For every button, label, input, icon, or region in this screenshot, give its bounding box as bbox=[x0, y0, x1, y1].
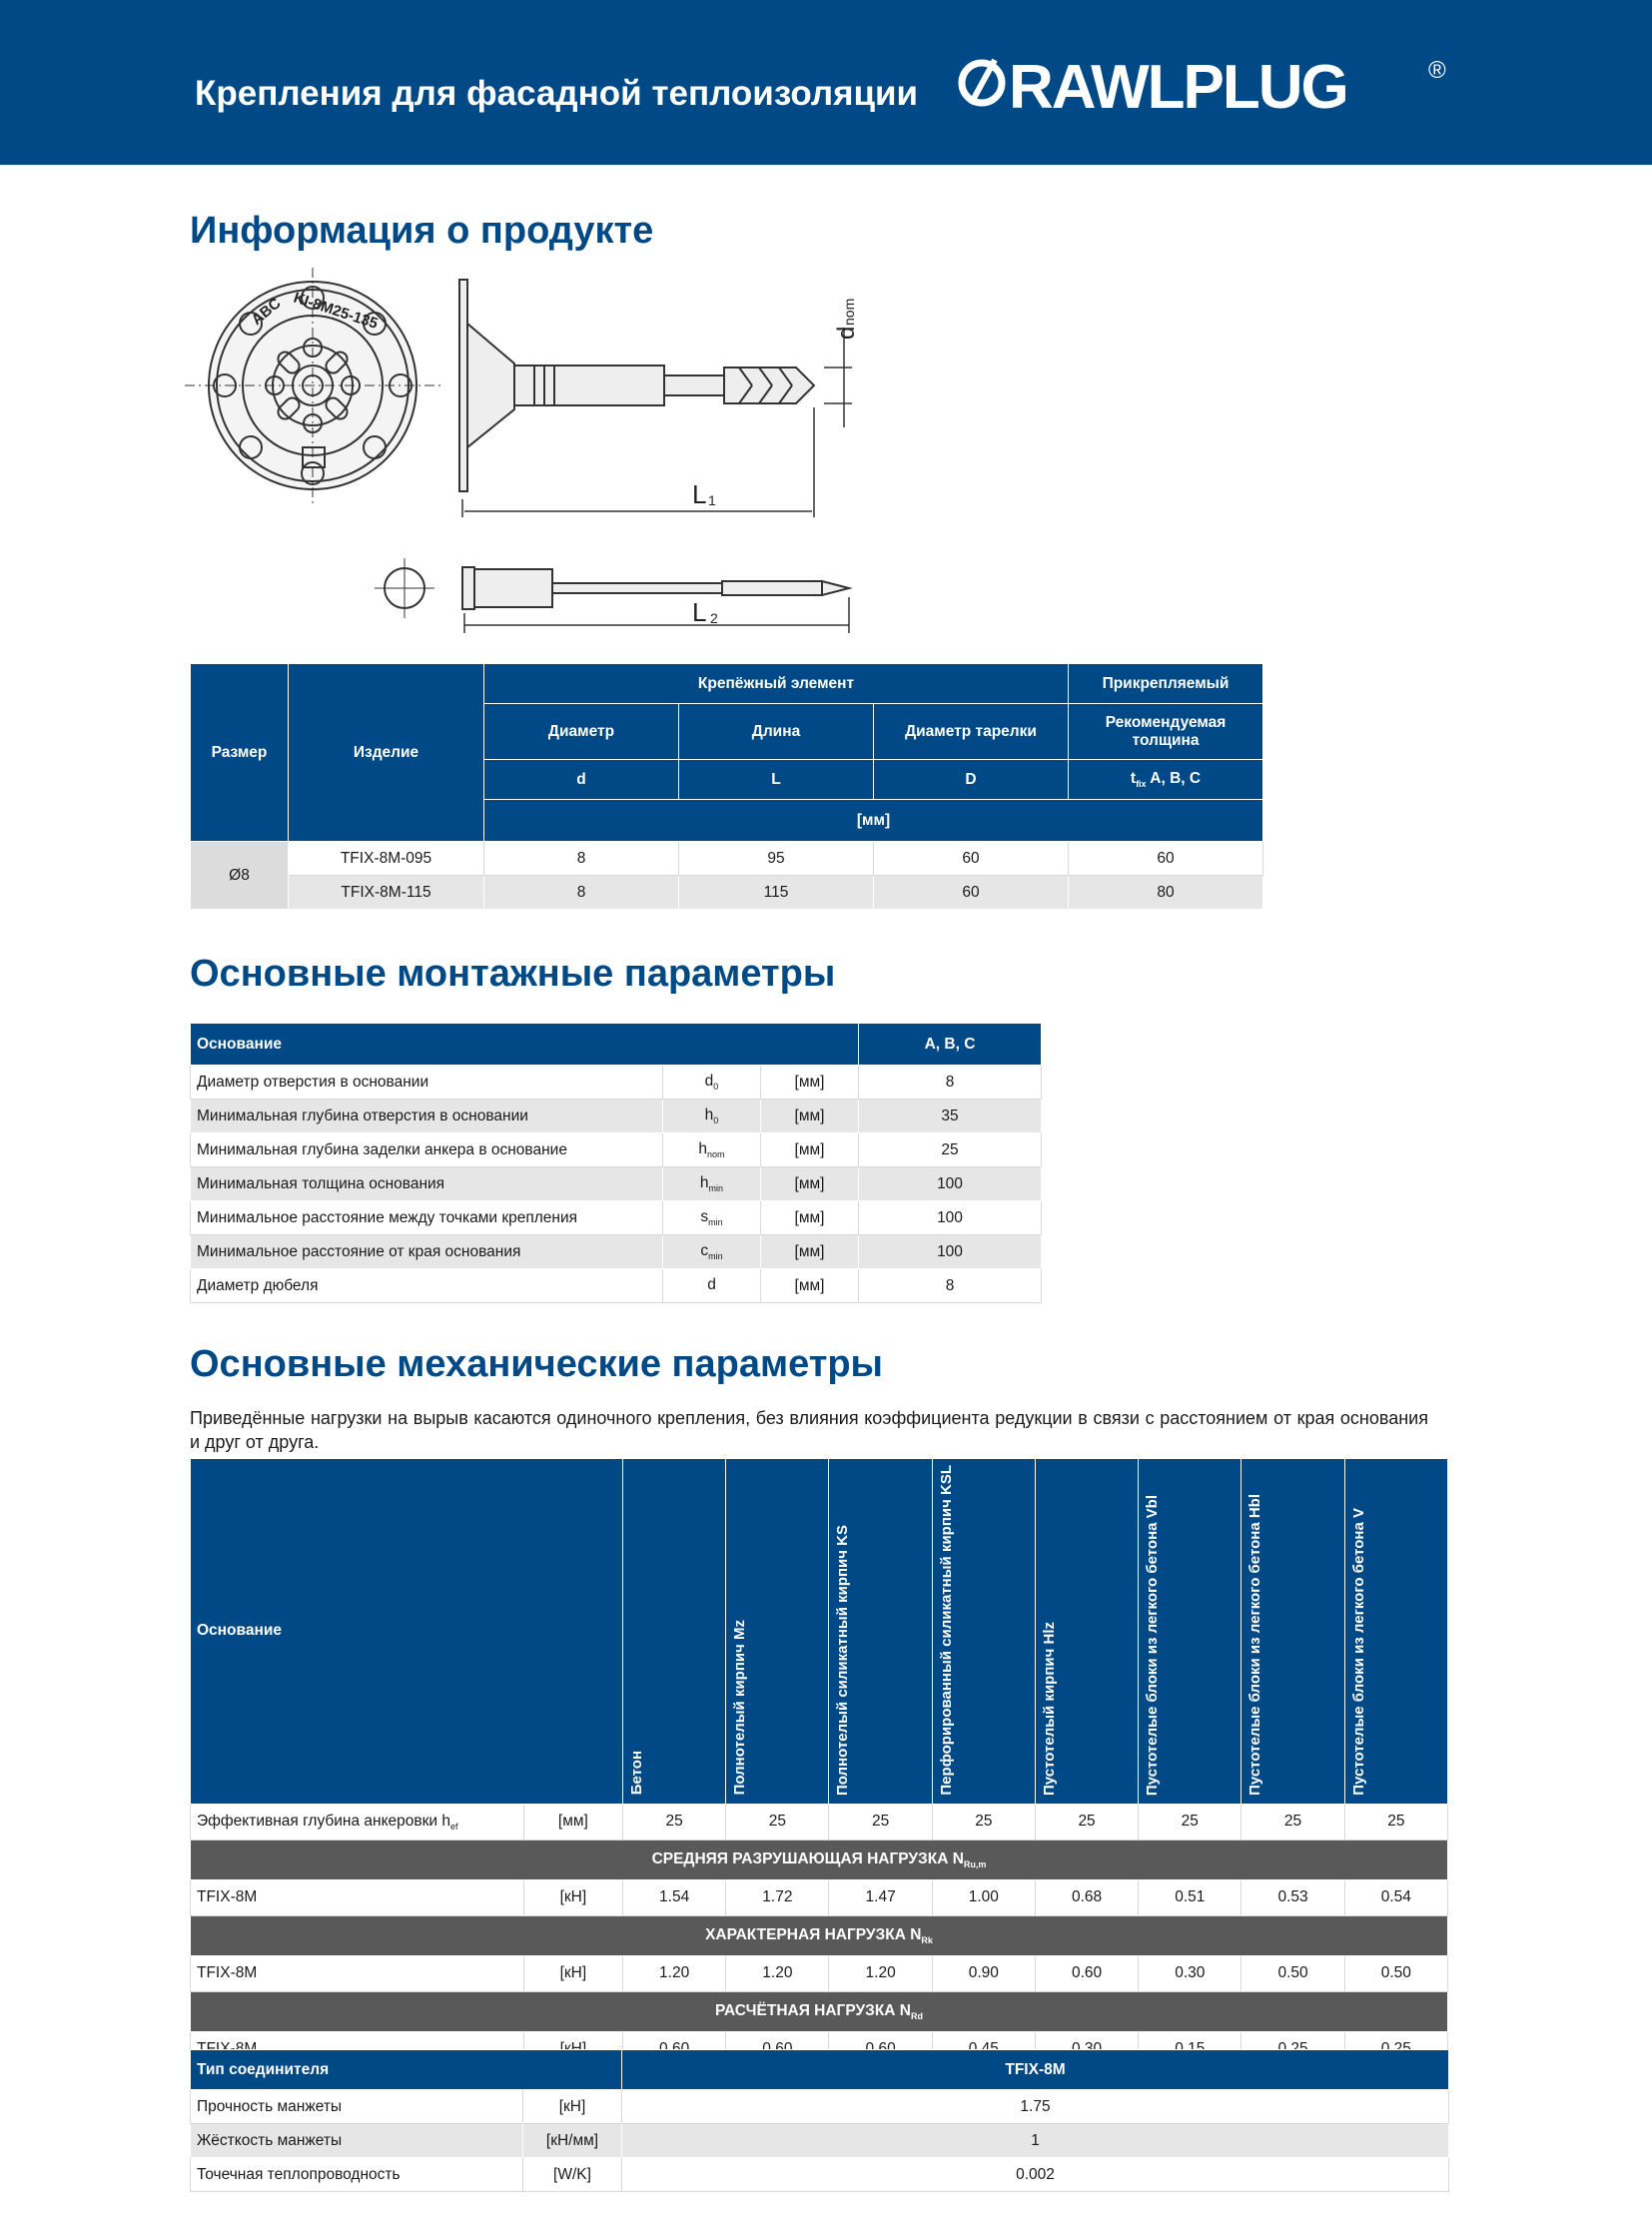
param-label: Минимальная толщина основания bbox=[191, 1167, 663, 1201]
param-label: Минимальное расстояние между точками крепления bbox=[191, 1201, 663, 1235]
loads-note: Приведённые нагрузки на вырыв касаются одиночного крепления, без влияния коэффициента редукции в связи с расстоянием от края основания и друг от друга. bbox=[190, 1408, 1428, 1452]
load-value: 0.68 bbox=[1035, 1879, 1138, 1915]
effective-depth-value: 25 bbox=[1139, 1804, 1241, 1840]
param-unit: [мм] bbox=[761, 1201, 859, 1235]
param-symbol: $c_{min}$ bbox=[663, 1235, 761, 1269]
svg-text:ABC: ABC bbox=[248, 295, 285, 330]
param-label: Минимальная глубина отверстия в основании bbox=[191, 1100, 663, 1133]
header-L: L bbox=[679, 760, 874, 800]
fastener-side-view bbox=[459, 280, 814, 491]
product-drawing bbox=[185, 268, 1004, 647]
param-value: 8 bbox=[859, 1066, 1042, 1100]
header-base-material: Перфорированный силикатный кирпич KSL bbox=[932, 1459, 1035, 1805]
header-base-material: Пустотелый кирпич Hlz bbox=[1035, 1459, 1138, 1805]
load-value: 0.54 bbox=[1344, 1879, 1447, 1915]
connector-value: 1.75 bbox=[622, 2090, 1449, 2124]
connector-value: 1 bbox=[622, 2124, 1449, 2158]
load-value: 1.20 bbox=[623, 1955, 726, 1991]
effective-depth-unit: [мм] bbox=[523, 1804, 622, 1840]
effective-depth-label: Эффективная глубина анкеровки $h_{ef}$ bbox=[191, 1804, 524, 1840]
header-unit: [мм] bbox=[484, 800, 1263, 842]
param-value: 8 bbox=[859, 1269, 1042, 1303]
header-plate-diameter: Диаметр тарелки bbox=[874, 704, 1069, 760]
load-group-band bbox=[191, 1991, 1448, 2031]
connector-value: 0.002 bbox=[622, 2158, 1449, 2192]
param-row bbox=[191, 1100, 1042, 1133]
param-symbol: $h_{min}$ bbox=[663, 1167, 761, 1201]
connector-row bbox=[191, 2090, 1449, 2124]
header-diameter: Диаметр bbox=[484, 704, 679, 760]
param-label: Минимальное расстояние от края основания bbox=[191, 1235, 663, 1269]
param-row bbox=[191, 1066, 1042, 1100]
load-row-unit: [кН] bbox=[523, 1879, 622, 1915]
effective-depth-value: 25 bbox=[932, 1804, 1035, 1840]
screw-side-view bbox=[375, 558, 849, 618]
load-row-unit: [кН] bbox=[523, 1955, 622, 1991]
header-base: Основание bbox=[191, 1459, 623, 1805]
D-cell: 60 bbox=[874, 842, 1069, 876]
svg-text:L: L bbox=[692, 597, 707, 627]
L-cell: 95 bbox=[679, 842, 874, 876]
header-t-fix: $t_{fix}$ A, B, C bbox=[1069, 760, 1263, 800]
item-cell: TFIX-8M-095 bbox=[289, 842, 484, 876]
header-thickness: Рекомендуемая толщина bbox=[1069, 704, 1263, 760]
load-value: 1.20 bbox=[829, 1955, 932, 1991]
param-unit: [мм] bbox=[761, 1235, 859, 1269]
load-value: 1.47 bbox=[829, 1879, 932, 1915]
load-row-label: TFIX-8M bbox=[191, 1955, 524, 1991]
svg-text:RAWLPLUG: RAWLPLUG bbox=[1009, 53, 1347, 114]
header-size: Размер bbox=[191, 664, 289, 842]
param-row bbox=[191, 1269, 1042, 1303]
load-value: 1.00 bbox=[932, 1879, 1035, 1915]
header-title: Крепления для фасадной теплоизоляции bbox=[195, 74, 919, 113]
param-unit: [мм] bbox=[761, 1066, 859, 1100]
header-item: Изделие bbox=[289, 664, 484, 842]
svg-text:d: d bbox=[833, 326, 860, 340]
load-group-band bbox=[191, 1840, 1448, 1879]
header-base: Основание bbox=[191, 1024, 859, 1066]
mechanical-table bbox=[190, 1458, 1448, 2144]
param-value: 100 bbox=[859, 1235, 1042, 1269]
header-D: D bbox=[874, 760, 1069, 800]
param-unit: [мм] bbox=[761, 1167, 859, 1201]
effective-depth-value: 25 bbox=[1344, 1804, 1447, 1840]
load-value: 1.54 bbox=[623, 1879, 726, 1915]
param-symbol: $d_0$ bbox=[663, 1066, 761, 1100]
connector-unit: [кН] bbox=[523, 2090, 622, 2124]
mechanical-title: Основные механические параметры bbox=[190, 1343, 883, 1385]
rawlplug-logo bbox=[957, 52, 1476, 114]
svg-text:nom: nom bbox=[841, 298, 857, 326]
header-base-material: Пустотелые блоки из легкого бетона Hbl bbox=[1241, 1459, 1344, 1805]
param-symbol: $h_0$ bbox=[663, 1100, 761, 1133]
load-value: 0.60 bbox=[1035, 1955, 1138, 1991]
effective-depth-value: 25 bbox=[726, 1804, 829, 1840]
header-attached: Прикрепляемый bbox=[1069, 664, 1263, 704]
d-cell: 8 bbox=[484, 876, 679, 910]
svg-text:1: 1 bbox=[708, 492, 716, 508]
load-value: 0.51 bbox=[1139, 1879, 1241, 1915]
header-base-material: Бетон bbox=[623, 1459, 726, 1805]
mounting-title: Основные монтажные параметры bbox=[190, 953, 836, 995]
connector-unit: [W/K] bbox=[523, 2158, 622, 2192]
param-value: 35 bbox=[859, 1100, 1042, 1133]
param-label: Минимальная глубина заделки анкера в основание bbox=[191, 1133, 663, 1167]
header-base-material: Пустотелые блоки из легкого бетона V bbox=[1344, 1459, 1447, 1805]
header-base-material: Пустотелые блоки из легкого бетона Vbl bbox=[1139, 1459, 1241, 1805]
connector-unit: [кН/мм] bbox=[523, 2124, 622, 2158]
product-table bbox=[190, 663, 1263, 910]
effective-depth-value: 25 bbox=[829, 1804, 932, 1840]
param-value: 100 bbox=[859, 1167, 1042, 1201]
svg-text:®: ® bbox=[1428, 57, 1446, 84]
connector-table bbox=[190, 2049, 1449, 2192]
effective-depth-value: 25 bbox=[623, 1804, 726, 1840]
param-symbol: d bbox=[663, 1269, 761, 1303]
D-cell: 60 bbox=[874, 876, 1069, 910]
svg-text:L: L bbox=[692, 479, 707, 509]
header-connector-type: Тип соединителя bbox=[191, 2050, 622, 2090]
connector-label: Жёсткость манжеты bbox=[191, 2124, 523, 2158]
param-symbol: $h_{nom}$ bbox=[663, 1133, 761, 1167]
effective-depth-row bbox=[191, 1804, 1448, 1840]
header-abc: A, B, C bbox=[859, 1024, 1042, 1066]
header-d: d bbox=[484, 760, 679, 800]
effective-depth-value: 25 bbox=[1035, 1804, 1138, 1840]
header-length: Длина bbox=[679, 704, 874, 760]
load-group-title: ХАРАКТЕРНАЯ НАГРУЗКА $N_{Rk}$ bbox=[191, 1915, 1448, 1955]
load-group-title: РАСЧЁТНАЯ НАГРУЗКА $N_{Rd}$ bbox=[191, 1991, 1448, 2031]
param-row bbox=[191, 1167, 1042, 1201]
param-symbol: $s_{min}$ bbox=[663, 1201, 761, 1235]
connector-label: Прочность манжеты bbox=[191, 2090, 523, 2124]
load-row bbox=[191, 1955, 1448, 1991]
page-header bbox=[0, 0, 1652, 165]
svg-text:KI-8M25-135: KI-8M25-135 bbox=[291, 289, 381, 333]
header-model: TFIX-8M bbox=[622, 2050, 1449, 2090]
param-unit: [мм] bbox=[761, 1133, 859, 1167]
connector-row bbox=[191, 2158, 1449, 2192]
load-value: 0.30 bbox=[1139, 1955, 1241, 1991]
load-row-label: TFIX-8M bbox=[191, 1879, 524, 1915]
load-value: 0.50 bbox=[1344, 1955, 1447, 1991]
load-value: 1.72 bbox=[726, 1879, 829, 1915]
param-label: Диаметр дюбеля bbox=[191, 1269, 663, 1303]
load-value: 0.53 bbox=[1241, 1879, 1344, 1915]
connector-row bbox=[191, 2124, 1449, 2158]
param-value: 25 bbox=[859, 1133, 1042, 1167]
t-cell: 60 bbox=[1069, 842, 1263, 876]
param-row bbox=[191, 1235, 1042, 1269]
load-row bbox=[191, 1879, 1448, 1915]
svg-text:2: 2 bbox=[710, 610, 718, 626]
product-info-title: Информация о продукте bbox=[190, 210, 654, 252]
load-group-band bbox=[191, 1915, 1448, 1955]
header-fastener: Крепёжный элемент bbox=[484, 664, 1069, 704]
size-cell: Ø8 bbox=[191, 842, 289, 910]
connector-label: Точечная теплопроводность bbox=[191, 2158, 523, 2192]
mounting-table bbox=[190, 1023, 1042, 1303]
load-group-title: СРЕДНЯЯ РАЗРУШАЮЩАЯ НАГРУЗКА $N_{Ru,m}$ bbox=[191, 1840, 1448, 1879]
header-base-material: Полнотелый кирпич Mz bbox=[726, 1459, 829, 1805]
load-value: 1.20 bbox=[726, 1955, 829, 1991]
item-cell: TFIX-8M-115 bbox=[289, 876, 484, 910]
param-row bbox=[191, 1133, 1042, 1167]
load-value: 0.90 bbox=[932, 1955, 1035, 1991]
d-cell: 8 bbox=[484, 842, 679, 876]
param-value: 100 bbox=[859, 1201, 1042, 1235]
param-unit: [мм] bbox=[761, 1269, 859, 1303]
L-cell: 115 bbox=[679, 876, 874, 910]
effective-depth-value: 25 bbox=[1241, 1804, 1344, 1840]
t-cell: 80 bbox=[1069, 876, 1263, 910]
load-value: 0.50 bbox=[1241, 1955, 1344, 1991]
param-label: Диаметр отверстия в основании bbox=[191, 1066, 663, 1100]
param-unit: [мм] bbox=[761, 1100, 859, 1133]
header-base-material: Полнотелый силикатный кирпич KS bbox=[829, 1459, 932, 1805]
param-row bbox=[191, 1201, 1042, 1235]
